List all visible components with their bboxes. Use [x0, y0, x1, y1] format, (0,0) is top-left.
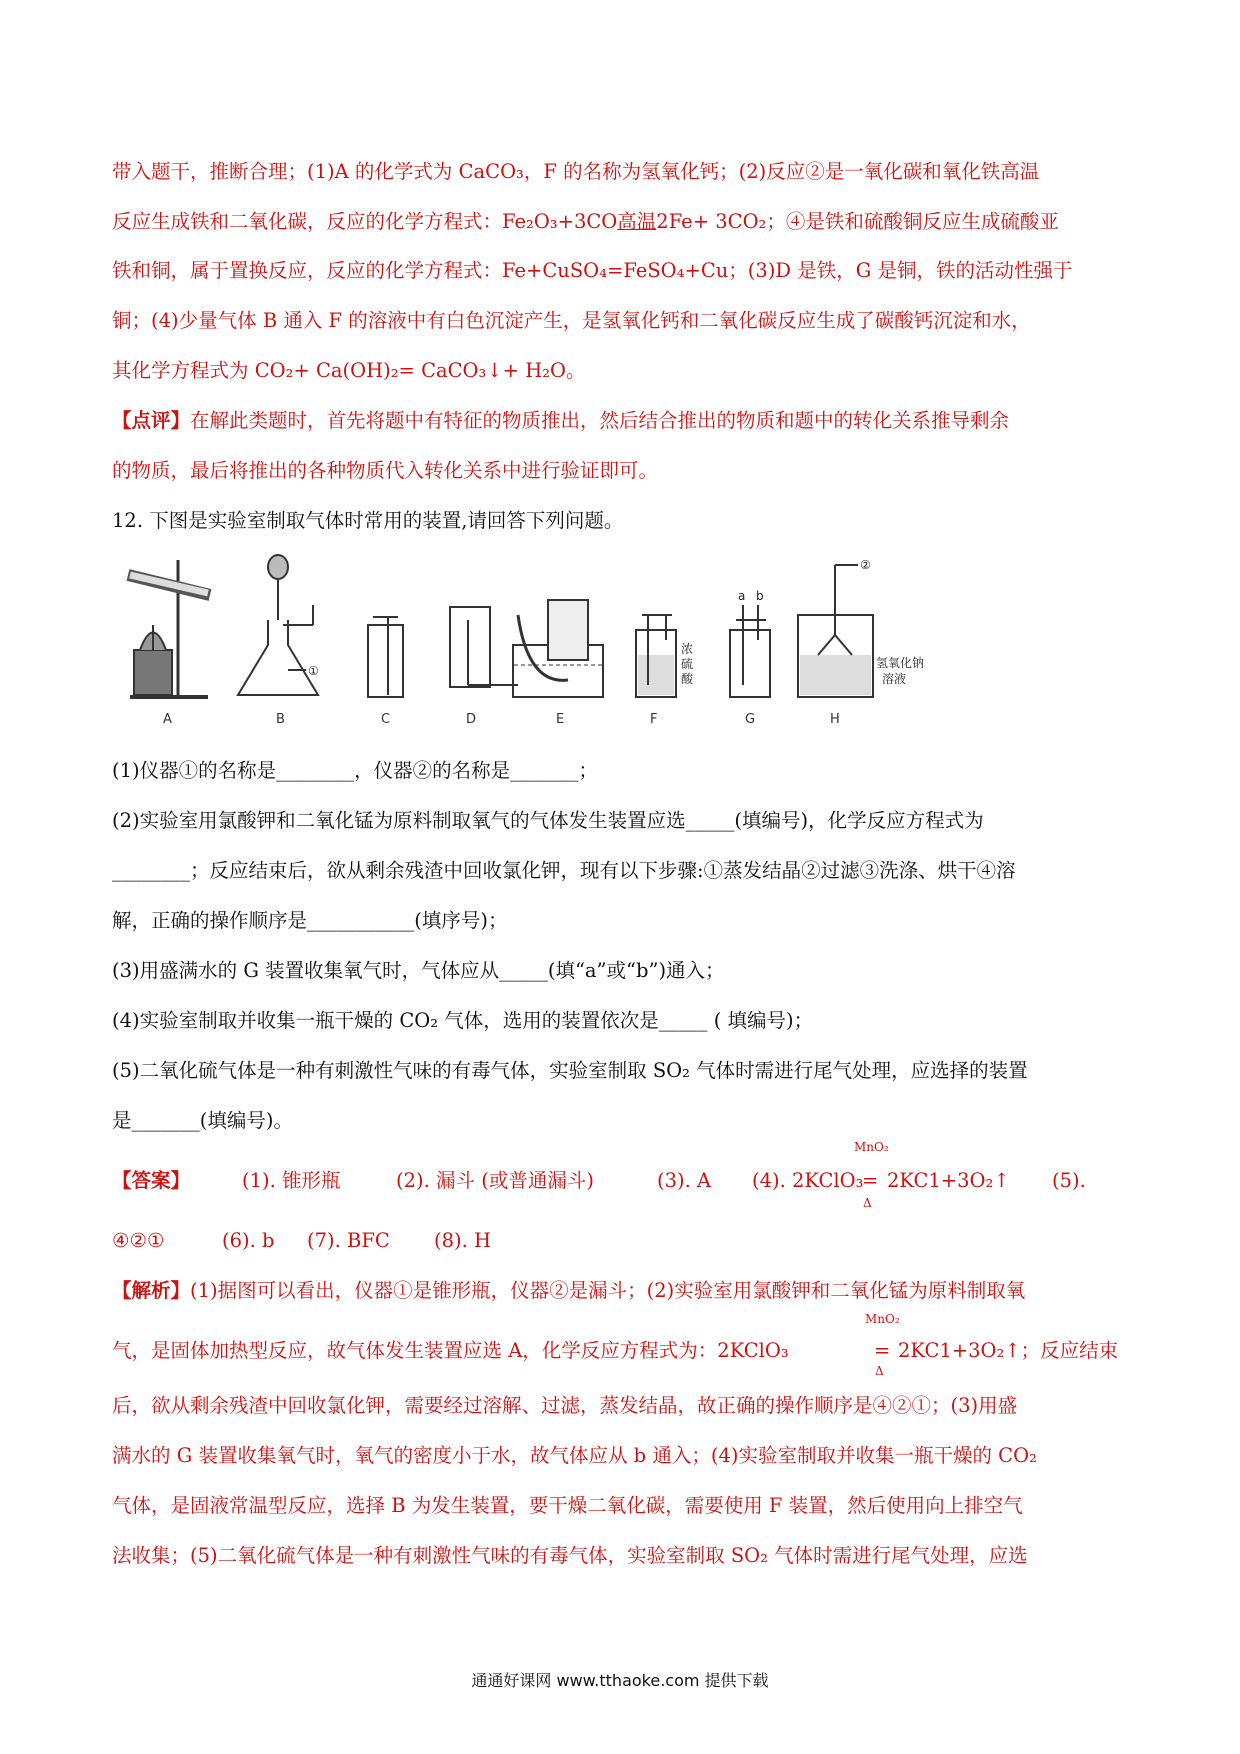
analysis-label: 【解析】	[112, 1279, 191, 1302]
answer-line	[112, 1140, 1132, 1210]
apparatus-g	[730, 605, 770, 697]
f-label: 浓	[681, 642, 694, 656]
text-span: (1)据图可以看出，仪器①是锥形瓶，仪器②是漏斗；(2)实验室用氯酸钾和二氧化锰为原料制取氧	[190, 1279, 1026, 1302]
text-span: 2Fe+ 3CO₂；④是铁和硫酸铜反应生成硫酸亚	[656, 210, 1059, 233]
answer-item: (8). H	[434, 1229, 492, 1252]
analysis-line: 后，欲从剩余残渣中回收氯化钾，需要经过溶解、过滤，蒸发结晶，故正确的操作顺序是④②①；(3)用盛	[112, 1394, 1018, 1417]
apparatus-a	[128, 560, 210, 697]
question-line: ________；反应结束后，欲从剩余残渣中回收氯化钾，现有以下步骤:①蒸发结晶②过滤③洗涤、烘干④溶	[112, 859, 1016, 882]
question-line: 解，正确的操作顺序是___________(填序号)；	[112, 909, 508, 932]
figure-label-h: H	[830, 712, 840, 727]
apparatus-d	[450, 607, 518, 687]
text-line: 铁和铜，属于置换反应，反应的化学方程式：Fe+CuSO₄=FeSO₄+Cu；(3)D 是铁，G 是铜，铁的活动性强于	[112, 259, 1073, 282]
apparatus-c	[368, 617, 403, 697]
text-span: 2KC1+3O₂↑；反应结束	[898, 1339, 1119, 1362]
text-line: 带入题干，推断合理；(1)A 的化学式为 CaCO₃，F 的名称为氢氧化钙；(2)反应②是一氧化碳和氧化铁高温	[112, 160, 1040, 183]
f-label: 酸	[681, 672, 694, 686]
answer-item: (1). 锥形瓶	[242, 1169, 341, 1192]
answer-item: ④②①	[112, 1229, 165, 1252]
analysis-line	[112, 1312, 1132, 1378]
analysis-line: 满水的 G 装置收集氧气时，氧气的密度小于水，故气体应从 b 通入；(4)实验室制取并收集一瓶干燥的 CO₂	[112, 1444, 1037, 1467]
g-port-a: a	[738, 589, 746, 603]
answer-label: 【答案】	[112, 1169, 191, 1192]
text-span: 在解此类题时，首先将题中有特征的物质推出，然后结合推出的物质和题中的转化关系推导剩余	[190, 409, 1010, 432]
equals-sign: =	[862, 1169, 879, 1192]
apparatus-e	[513, 600, 603, 697]
text-line: 的物质，最后将推出的各种物质代入转化关系中进行验证即可。	[112, 459, 659, 482]
apparatus-b	[238, 555, 318, 695]
figure-label-f: F	[650, 712, 658, 727]
h-label: 氢氧化钠	[876, 656, 925, 670]
text-line: 铜；(4)少量气体 B 通入 F 的溶液中有白色沉淀产生，是氢氧化钙和二氧化碳反应生成了碳酸钙沉淀和水，	[112, 309, 1031, 332]
question-line: (3)用盛满水的 G 装置收集氧气时，气体应从_____(填“a”或“b”)通入；	[112, 959, 725, 982]
heat-label: Δ	[875, 1364, 884, 1378]
apparatus-figure	[118, 545, 938, 735]
text-span: 反应生成铁和二氧化碳，反应的化学方程式：Fe₂O₃+3CO	[112, 210, 618, 233]
catalyst-label: MnO₂	[865, 1312, 900, 1326]
answer-item: (3). A	[657, 1169, 712, 1192]
question-line: (5)二氧化硫气体是一种有刺激性气味的有毒气体，实验室制取 SO₂ 气体时需进行尾气处理，应选择的装置	[112, 1059, 1028, 1082]
reaction-condition: 高温	[617, 210, 657, 233]
question-title: 12. 下图是实验室制取气体时常用的装置,请回答下列问题。	[112, 509, 624, 532]
answer-item: (7). BFC	[307, 1229, 390, 1252]
analysis-line	[112, 1276, 1025, 1306]
page-footer: 通通好课网 www.tthaoke.com 提供下载	[471, 1671, 769, 1690]
question-line: (1)仪器①的名称是________，仪器②的名称是_______；	[112, 759, 598, 782]
answer-item: 2KC1+3O₂↑	[887, 1169, 1010, 1192]
question-line: 是_______(填编号)。	[112, 1109, 293, 1132]
analysis-line: 气体，是固液常温型反应，选择 B 为发生装置，要干燥二氧化碳，需要使用 F 装置，然后使用向上排空气	[112, 1494, 1023, 1517]
analysis-line: 法收集；(5)二氧化硫气体是一种有刺激性气味的有毒气体，实验室制取 SO₂ 气体时需进行尾气处理，应选	[112, 1544, 1028, 1567]
text-span: 气，是固体加热型反应，故气体发生装置应选 A，化学反应方程式为：2KClO₃	[112, 1339, 789, 1362]
apparatus-f	[636, 615, 676, 697]
figure-label-g: G	[745, 712, 756, 727]
marker-2: ②	[860, 558, 871, 572]
figure-label-c: C	[381, 712, 391, 727]
answer-line	[112, 1226, 1132, 1256]
comment-label: 【点评】	[112, 409, 191, 432]
text-line	[112, 207, 1059, 237]
answer-item: (6). b	[222, 1229, 275, 1252]
figure-label-d: D	[466, 712, 477, 727]
apparatus-h	[798, 565, 873, 697]
comment-line	[112, 406, 1009, 436]
question-line: (4)实验室制取并收集一瓶干燥的 CO₂ 气体，选用的装置依次是_____ ( 填编号)；	[112, 1009, 814, 1032]
text-line: 其化学方程式为 CO₂+ Ca(OH)₂= CaCO₃↓+ H₂O。	[112, 359, 586, 382]
catalyst-label: MnO₂	[854, 1140, 889, 1154]
heat-label: Δ	[863, 1196, 872, 1210]
question-line: (2)实验室用氯酸钾和二氧化锰为原料制取氧气的气体发生装置应选_____(填编号)，化学反应方程式为	[112, 809, 984, 832]
answer-item: (4). 2KClO₃	[752, 1169, 864, 1192]
g-port-b: b	[756, 589, 764, 603]
answer-item: (2). 漏斗 (或普通漏斗)	[396, 1169, 594, 1192]
figure-label-b: B	[276, 712, 285, 727]
figure-label-e: E	[556, 712, 565, 727]
figure-label-a: A	[163, 712, 172, 727]
answer-item: (5).	[1052, 1169, 1086, 1192]
equals-sign: =	[874, 1339, 891, 1362]
marker-1: ①	[308, 664, 319, 678]
h-label: 溶液	[882, 672, 907, 686]
f-label: 硫	[681, 657, 694, 671]
